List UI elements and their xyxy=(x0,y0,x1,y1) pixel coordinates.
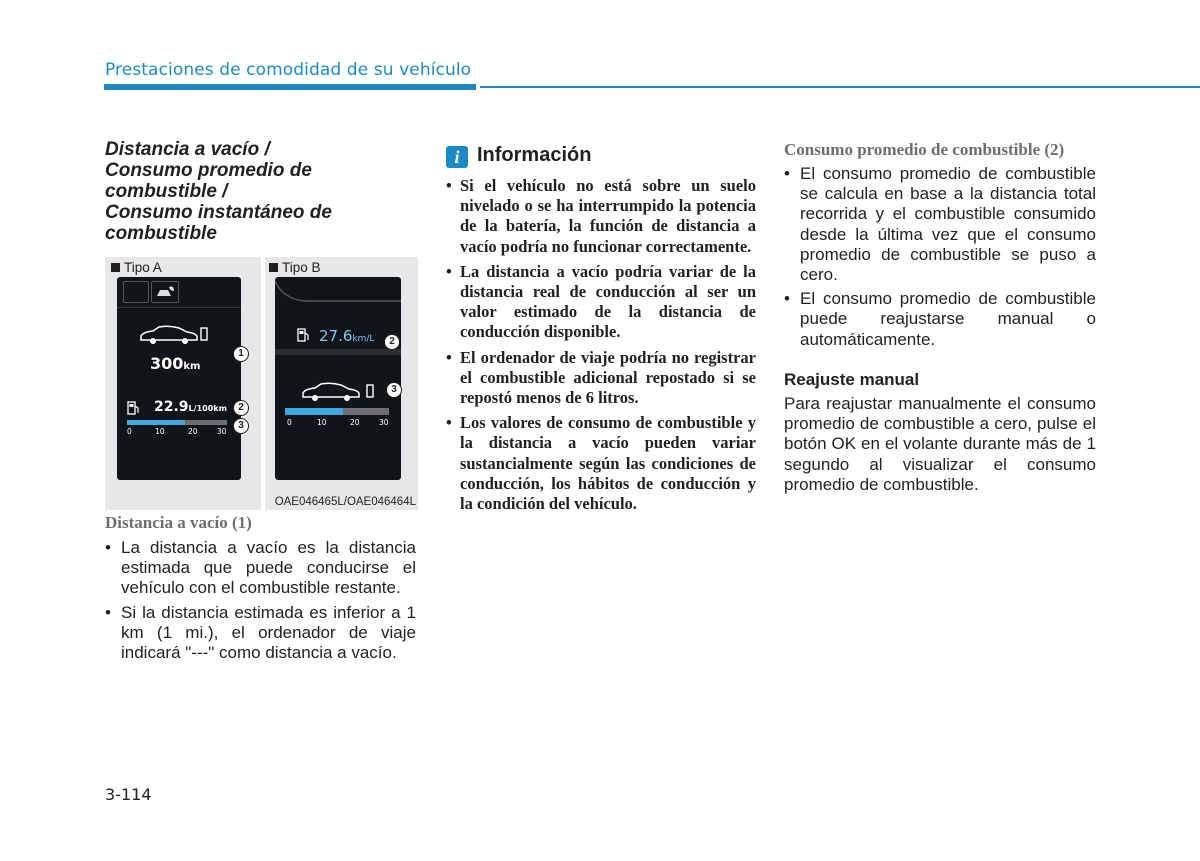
consumption-bar-track xyxy=(185,420,227,425)
type-b-screen: 27.6km/L 0 10 20 30 xyxy=(275,277,401,480)
section-title-line: Consumo instantáneo de xyxy=(105,202,332,223)
screen-divider xyxy=(117,307,241,308)
subhead-range: Distancia a vacío (1) xyxy=(105,513,252,532)
info-box xyxy=(446,176,756,519)
list-item: • Si el vehículo no está sobre un suelo nivelado o se ha interrumpido la potencia de la batería, la función de distancia a vacío podría no funcionar correctamente. xyxy=(446,176,756,257)
consumption-bar-track xyxy=(343,408,389,415)
car-icon xyxy=(139,324,209,346)
header-title: Prestaciones de comodidad de su vehículo xyxy=(105,60,472,80)
range-section xyxy=(105,513,416,663)
info-icon: i xyxy=(446,146,468,168)
list-item: • La distancia a vacío es la distancia estimada que puede conducirse el vehículo con el combustible restante. xyxy=(105,538,416,598)
page-number: 3-114 xyxy=(105,785,152,804)
screen-band xyxy=(275,349,401,355)
avg-consumption-section xyxy=(784,140,1096,495)
section-title-line: Distancia a vacío / xyxy=(105,139,270,160)
callout-2: 2 xyxy=(233,400,249,416)
callout-3: 3 xyxy=(233,418,249,434)
list-item: • El ordenador de viaje podría no registrar el combustible adicional repostado si se repostó menos de 6 litros. xyxy=(446,348,756,409)
section-title-line: Consumo promedio de xyxy=(105,160,312,181)
section-title-line: combustible xyxy=(105,223,217,244)
section-title xyxy=(105,139,425,244)
header-rule-thin xyxy=(480,86,1200,88)
square-icon xyxy=(269,263,278,272)
eco-icon xyxy=(151,281,179,303)
type-b-label: Tipo B xyxy=(269,260,321,275)
avg-consumption-value: 22.9L/100km xyxy=(154,399,227,415)
header-rule-thick xyxy=(104,84,476,90)
consumption-bar-fill xyxy=(285,408,343,415)
callout-1: 1 xyxy=(233,346,249,362)
square-icon xyxy=(111,263,120,272)
type-a-screen: 300km 22.9L/100km 0 10 20 30 xyxy=(117,277,241,480)
callout-2: 2 xyxy=(384,334,400,350)
trip-icon xyxy=(123,281,149,303)
figure-code: OAE046465L/OAE046464L xyxy=(274,496,416,508)
list-item: • El consumo promedio de combustible se calcula en base a la distancia total recorrida y el combustible consumido desde la última vez que el consumo promedio de combustible se puso a cero. xyxy=(784,164,1096,285)
manual-reset-heading: Reajuste manual xyxy=(784,369,920,389)
subhead-avg-consumption: Consumo promedio de combustible (2) xyxy=(784,140,1065,159)
list-item: • La distancia a vacío podría variar de la distancia real de conducción al ser un valor estimado de la distancia de conducción disponible. xyxy=(446,262,756,343)
instant-consumption-value: 27.6km/L xyxy=(319,327,375,345)
list-item: • El consumo promedio de combustible puede reajustarse manual o automáticamente. xyxy=(784,289,1096,350)
cluster-figure xyxy=(105,257,418,510)
section-title-line: combustible / xyxy=(105,181,228,202)
callout-3: 3 xyxy=(386,382,402,398)
fuel-pump-icon xyxy=(127,401,139,415)
type-a-label: Tipo A xyxy=(111,260,162,275)
range-value: 300km xyxy=(150,354,201,373)
manual-reset-text: Para reajustar manualmente el consumo promedio de combustible a cero, pulse el botón OK en el volante durante más de 1 segundo al visualizar el consumo promedio de combustible. xyxy=(784,394,1096,494)
figure-separator xyxy=(261,257,265,510)
fuel-pump-icon xyxy=(297,328,309,342)
car-icon xyxy=(301,381,381,403)
consumption-bar-fill xyxy=(127,420,185,425)
list-item: • Si la distancia estimada es inferior a 1 km (1 mi.), el ordenador de viaje indicará "---" como distancia a vacío. xyxy=(105,603,416,663)
list-item: • Los valores de consumo de combustible y la distancia a vacío pueden variar sustancialmente según las condiciones de conducción, los hábitos de conducción y la condición del vehículo. xyxy=(446,413,756,514)
screen-arc xyxy=(275,277,401,307)
info-heading: i Información xyxy=(446,144,591,168)
